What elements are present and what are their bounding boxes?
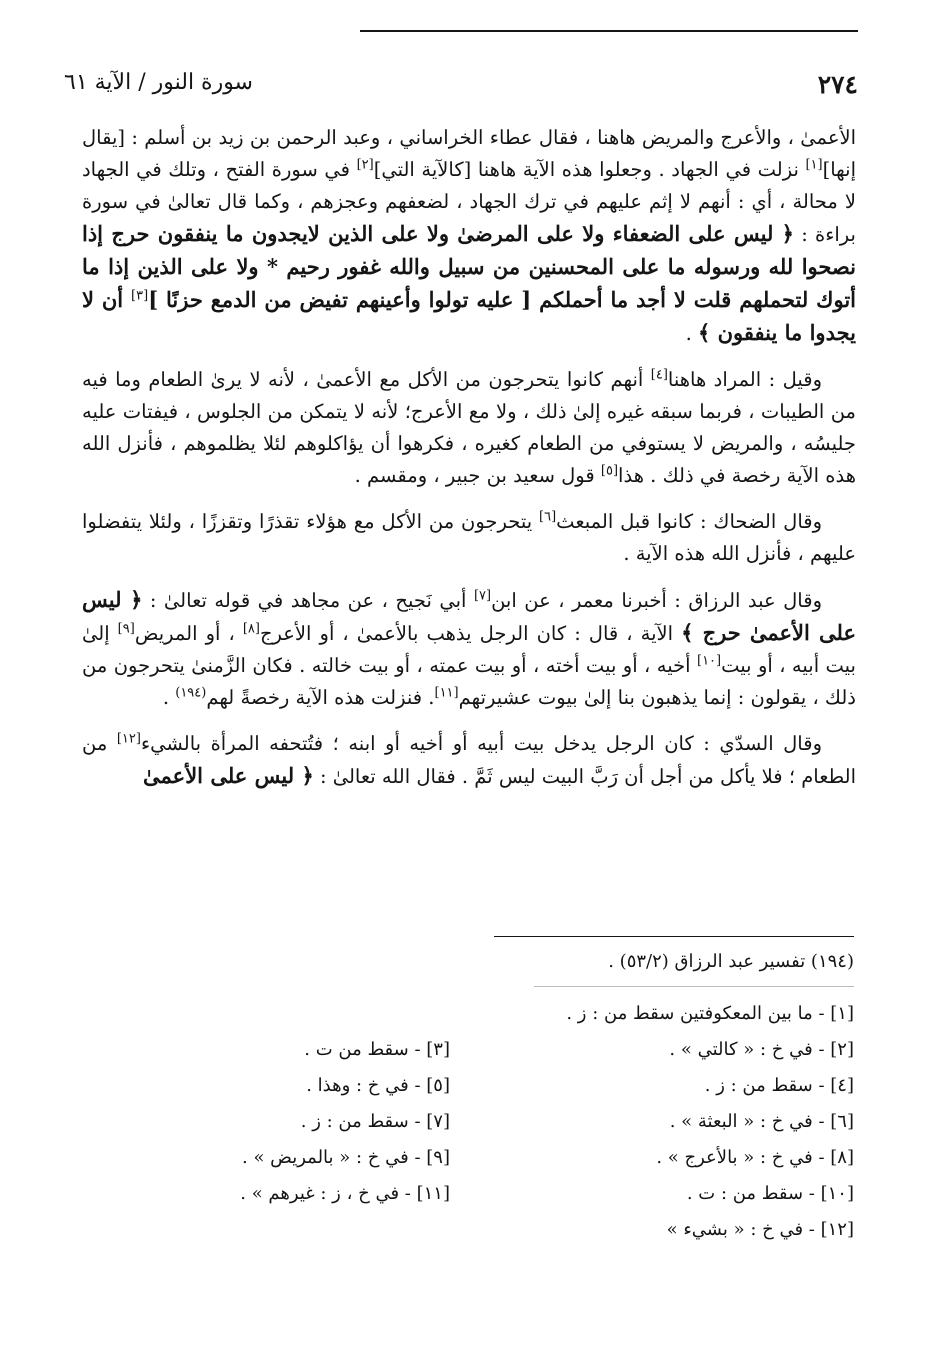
text-run: قول سعيد بن جبير ، ومقسم . — [354, 464, 601, 487]
quran-verse: ﴿ ليس على الضعفاء ولا على المرضىٰ ولا على الذين لايجدون ما ينفقون حرج إذا نصحوا لله ورسوله ما على المحسنين من سبيل والله غفور رحيم * ولا على الذين إذا ما أتوك لتحملهم قلت لا أجد ما أحملكم [ عليه تولوا وأعينهم تفيض من الدمع حزنًا ] — [82, 221, 856, 312]
footnote-marker: (١٩٤) — [175, 685, 207, 701]
text-run: وقال السدّي : كان الرجل يدخل بيت أبيه أو أخيه أو ابنه ؛ فتُتحفه المرأة بالشيء — [140, 732, 822, 755]
body-paragraph — [82, 584, 856, 714]
manuscript-note: [١٢] - في خ : « بشيء » — [666, 1219, 854, 1240]
page-number: ٢٧٤ — [817, 70, 858, 99]
manuscript-note: [١] - ما بين المعكوفتين سقط من : ز . — [566, 1003, 854, 1024]
quran-verse: ﴿ ليس على الأعمىٰ — [143, 763, 314, 788]
text-run: وقال عبد الرزاق : أخبرنا معمر ، عن ابن — [491, 589, 822, 612]
manuscript-notes — [86, 996, 854, 1248]
running-title: سورة النور / الآية ٦١ — [64, 70, 253, 95]
page-header — [64, 66, 858, 106]
body-text — [82, 122, 856, 807]
manuscript-note: [٤] - سقط من : ز . — [704, 1075, 854, 1096]
footnote-marker: [٨] — [242, 621, 260, 637]
footnote-marker: [١٠] — [696, 653, 722, 669]
footnote-marker: [٢] — [356, 157, 374, 173]
footnote-marker: [١١] — [434, 685, 459, 701]
text-run: ، أو المريض — [134, 622, 243, 645]
text-run: نزلت في الجهاد . وجعلوا هذه الآية هاهنا [كالآية التي] — [373, 158, 806, 181]
body-paragraph — [82, 122, 856, 350]
text-run: وقال الضحاك : كانوا قبل المبعث — [556, 510, 822, 533]
text-run: أخيه ، أو بيت أخته ، أو بيت عمته ، أو بيت خالته . فكان الزَّمنىٰ يتحرجون من ذلك ، يقولون : إنما يذهبون بنا إلىٰ بيوت عشيرتهم — [82, 654, 856, 709]
header-rule — [360, 30, 858, 32]
body-paragraph — [82, 364, 856, 492]
quran-verse: أن لا يجدوا ما ينفقون ﴾ — [82, 287, 856, 345]
footnote-marker: [٩] — [117, 621, 135, 637]
body-paragraph — [82, 506, 856, 570]
footnote-marker: [٤] — [650, 367, 668, 383]
text-run: أبي نَجيح ، عن مجاهد في قوله تعالىٰ : — [142, 589, 474, 612]
footnote-marker: [١] — [805, 157, 823, 173]
footnote-marker: [٦] — [539, 509, 557, 525]
body-paragraph — [82, 728, 856, 793]
text-run: في سورة الفتح ، وتلك في الجهاد لا محالة ، أي : أنهم لا إثم عليهم في ترك الجهاد ، لضعفهم وعجزهم ، وكما قال تعالىٰ في سورة براءة : — [82, 158, 856, 246]
text-run: يتحرجون من الأكل مع هؤلاء تقذرًا وتقززًا ، ولئلا يتفضلوا عليهم ، فأنزل الله هذه الآية . — [82, 510, 856, 565]
manuscript-note: [٨] - في خ : « بالأعرج » . — [656, 1147, 854, 1168]
manuscript-note: [٧] - سقط من : ز . — [300, 1111, 450, 1132]
manuscript-note: [٢] - في خ : « كالتي » . — [669, 1039, 854, 1060]
text-run: أنهم كانوا يتحرجون من الأكل مع الأعمىٰ ، لأنه لا يرىٰ الطعام وما فيه من الطيبات ، فربما سبقه غيره إلىٰ ذلك ، ولا مع الأعرج؛ لأنه لا يتمكن من الجلوس ، فيفتات عليه جليسُه ، والمريض لا يستوفي من الطعام كغيره ، فكرهوا أن يؤاكلوهم لئلا يظلموهم ، فأنزل الله هذه الآية رخصة في ذلك . هذا — [82, 368, 856, 487]
footnote-marker: [٧] — [473, 588, 492, 604]
text-run: وقيل : المراد هاهنا — [667, 368, 822, 391]
manuscript-note: [١١] - في خ ، ز : غيرهم » . — [240, 1183, 450, 1204]
manuscript-note: [١٠] - سقط من : ت . — [686, 1183, 854, 1204]
quran-verse: ﴿ ليس على الأعمىٰ حرج ﴾ — [82, 587, 856, 645]
manuscript-note — [86, 1212, 450, 1248]
text-run: الأعمىٰ ، والأعرج والمريض هاهنا ، فقال عطاء الخراساني ، وعبد الرحمن بن زيد بن أسلم : [يقال إنها] — [82, 126, 856, 181]
manuscript-note: [٩] - في خ : « بالمريض » . — [242, 1147, 450, 1168]
text-run: . فنزلت هذه الآية رخصةً لهم — [206, 686, 435, 709]
manuscript-note: [٥] - في خ : وهذا . — [306, 1075, 450, 1096]
notes-separator — [534, 986, 854, 987]
text-run: الآية ، قال : كان الرجل يذهب بالأعمىٰ ، أو الأعرج — [259, 622, 682, 645]
footnote-marker: [٣] — [131, 288, 149, 304]
text-run: من الطعام ؛ فلا يأكل من أجل أن رَبَّ البيت ليس ثَمَّ . فقال الله تعالىٰ : — [82, 732, 856, 788]
text-run: . — [685, 322, 699, 345]
text-run: إلىٰ بيت أبيه ، أو بيت — [82, 622, 856, 677]
manuscript-note: [٦] - في خ : « البعثة » . — [669, 1111, 854, 1132]
footnote-marker: [١٢] — [116, 731, 141, 747]
text-run: . — [162, 686, 176, 709]
footnote-separator — [494, 936, 854, 937]
source-footnote: (١٩٤) تفسير عبد الرزاق (٥٣/٢) . — [608, 951, 854, 972]
manuscript-notes-grid — [86, 1032, 854, 1248]
footnote-marker: [٥] — [600, 463, 619, 479]
manuscript-note: [٣] - سقط من ت . — [304, 1039, 450, 1060]
